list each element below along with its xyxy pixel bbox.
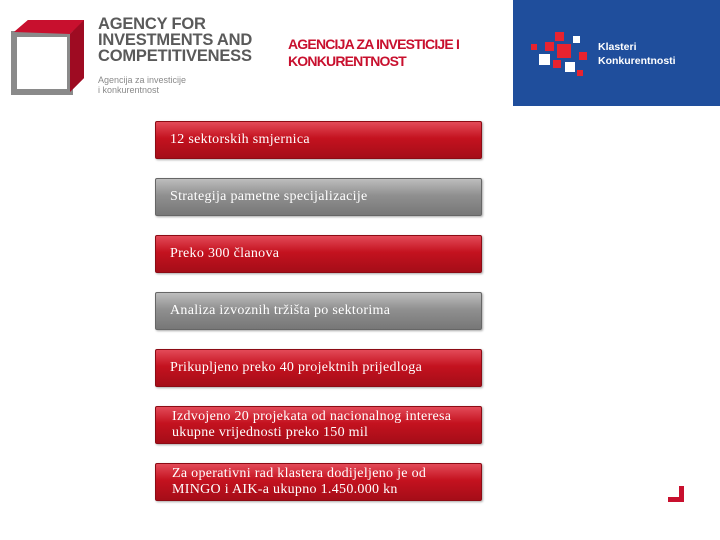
- agency-subtitle-line-2: i konkurentnost: [98, 85, 160, 95]
- badge-line-2: Konkurentnosti: [598, 55, 676, 67]
- list-item-text: 12 sektorskih smjernica: [170, 132, 310, 147]
- list-item-text: Izdvojeno 20 projekata od nacionalnog interesa ukupne vrijednosti preko 150 mil: [172, 409, 452, 440]
- agency-logo-icon: [10, 18, 88, 96]
- agency-name-line-1: AGENCY FOR: [98, 15, 206, 33]
- list-item: [155, 406, 482, 444]
- corner-bracket-icon: [668, 486, 684, 502]
- slide-title-line-1: AGENCIJA ZA INVESTICIJE I: [288, 36, 460, 52]
- agency-subtitle: [98, 75, 186, 95]
- agency-name: [98, 16, 252, 64]
- list-item-text: Za operativni rad klastera dodijeljeno je od MINGO i AIK-a ukupno 1.450.000 kn: [172, 466, 427, 497]
- list-item: [155, 292, 482, 330]
- agency-name-line-3: COMPETITIVENESS: [98, 47, 252, 65]
- list-item-text: Prikupljeno preko 40 projektnih prijedloga: [170, 360, 423, 375]
- agency-subtitle-line-1: Agencija za investicije: [98, 75, 187, 85]
- list-item: [155, 121, 482, 159]
- list-item-text: Analiza izvoznih tržišta po sektorima: [170, 303, 391, 318]
- clusters-logo-icon: [531, 30, 593, 82]
- list-item-text: Strategija pametne specijalizacije: [170, 189, 368, 204]
- list-item: [155, 235, 482, 273]
- slide-title-line-2: KONKURENTNOST: [288, 53, 406, 69]
- list-item-text: Preko 300 članova: [170, 246, 280, 261]
- agency-name-line-2: INVESTMENTS AND: [98, 31, 253, 49]
- list-item: [155, 178, 482, 216]
- clusters-badge: [513, 0, 720, 106]
- list-item: [155, 463, 482, 501]
- clusters-badge-text: [598, 40, 676, 68]
- list-item: [155, 349, 482, 387]
- slide-title: [288, 36, 459, 70]
- badge-line-1: Klasteri: [598, 41, 637, 53]
